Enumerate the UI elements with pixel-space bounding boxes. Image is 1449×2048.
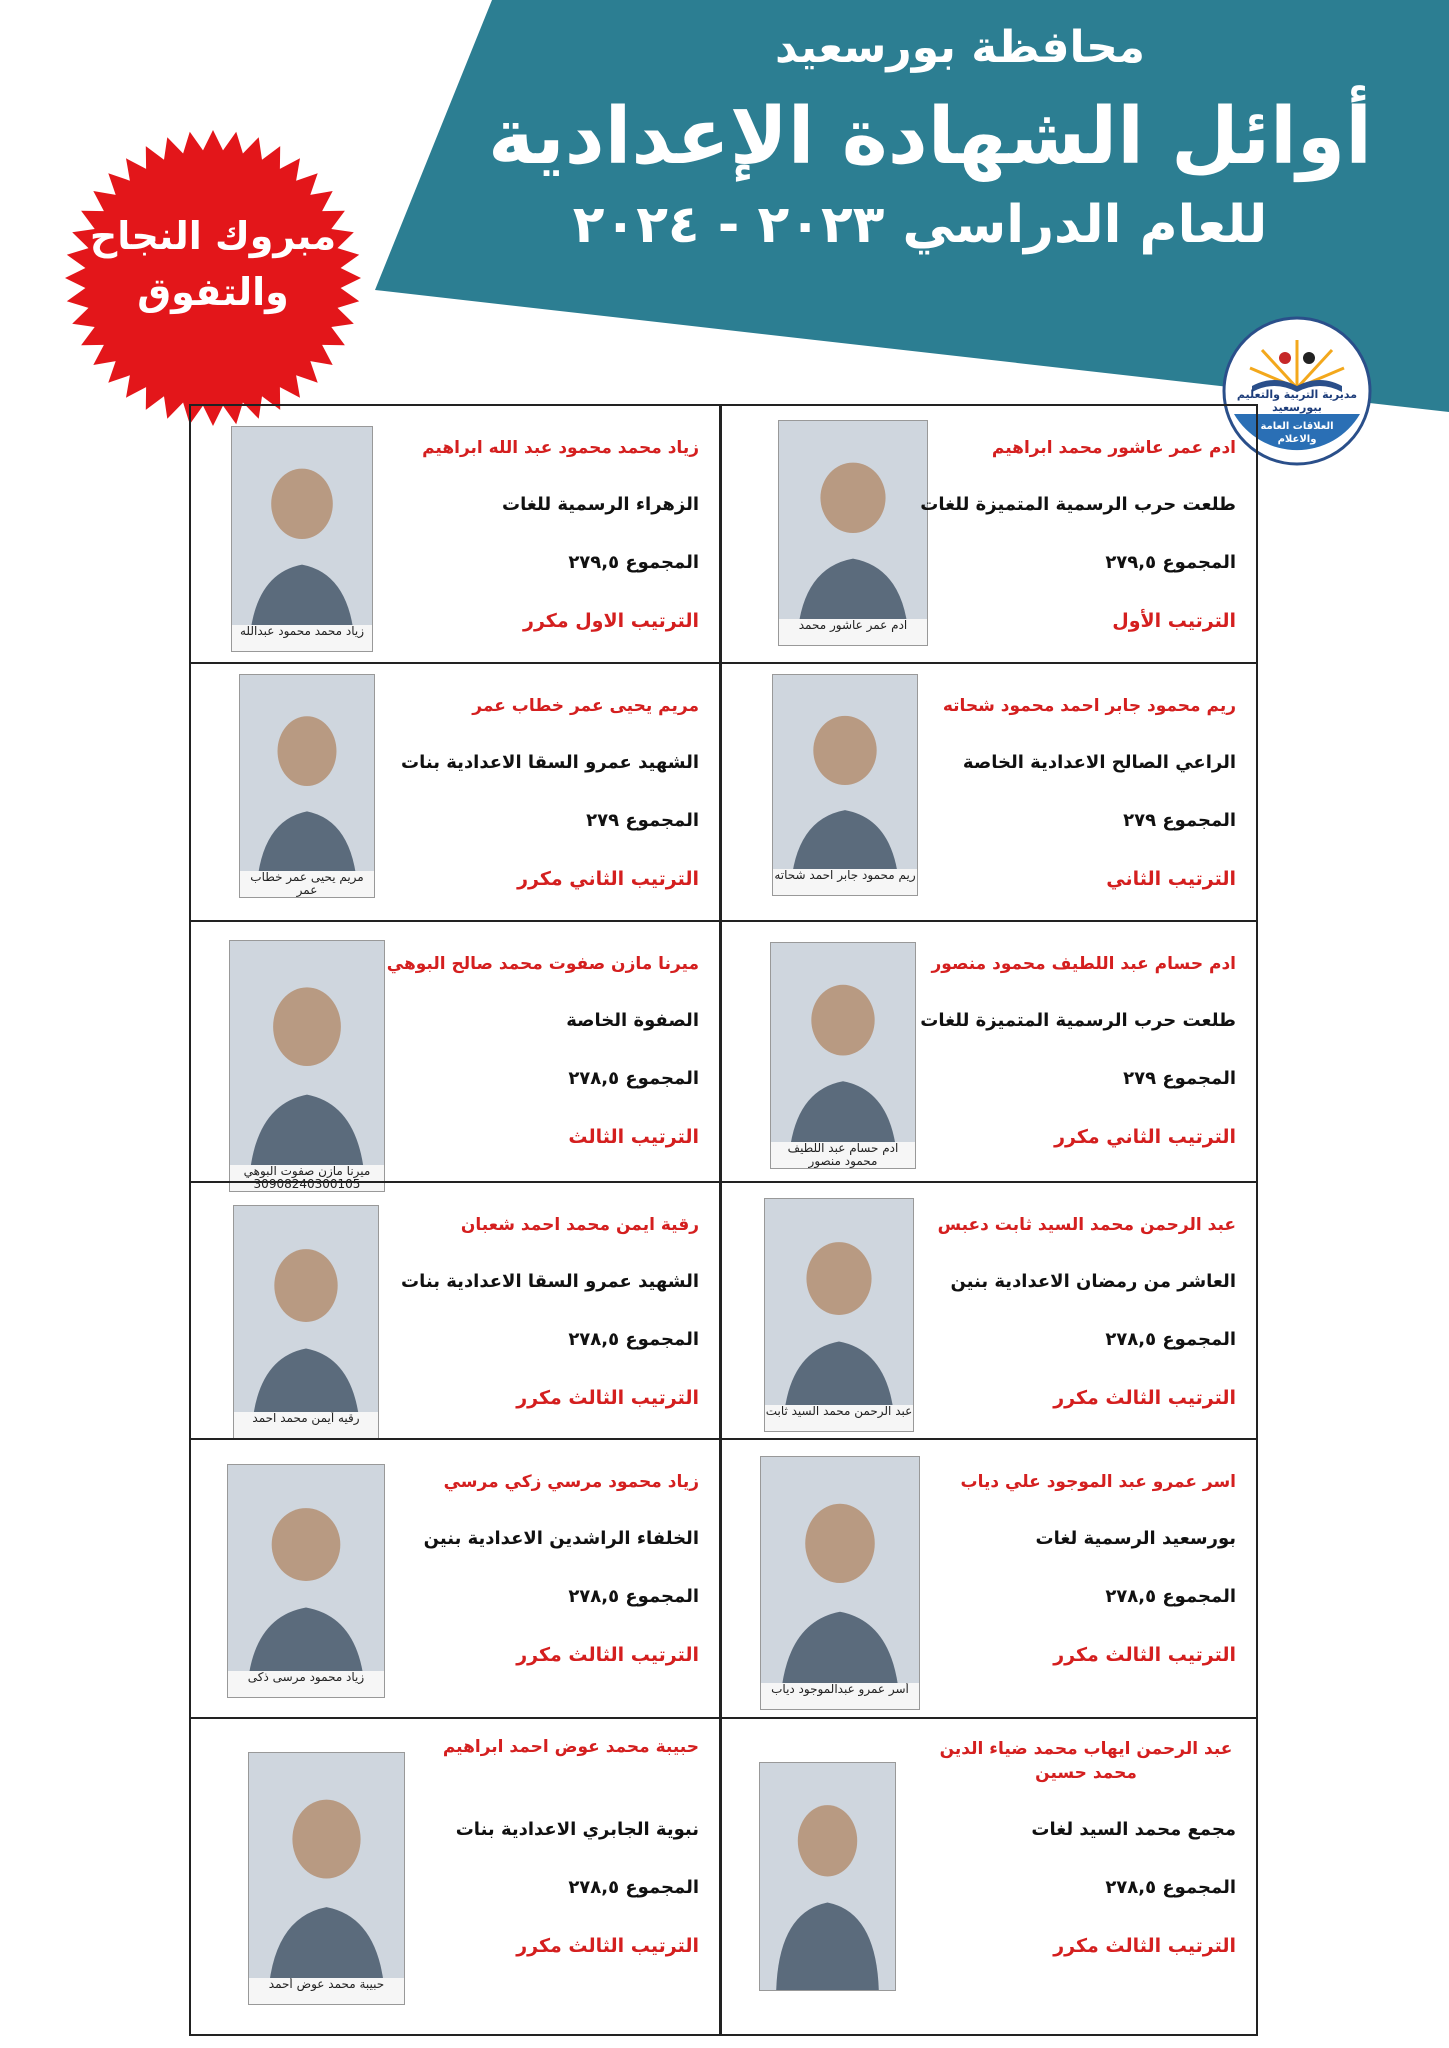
student-school: طلعت حرب الرسمية المتميزة للغات <box>920 494 1236 515</box>
student-photo <box>239 674 375 898</box>
student-school: مجمع محمد السيد لغات <box>1031 1819 1236 1840</box>
student-photo <box>772 674 918 896</box>
student-total: المجموع ٢٧٨,٥ <box>1105 1877 1236 1898</box>
student-name: ميرنا مازن صفوت محمد صالح البوهي <box>386 954 699 974</box>
student-card <box>720 1438 1258 1719</box>
student-name: عبد الرحمن محمد السيد ثابت دعبس <box>937 1215 1236 1235</box>
student-rank: الترتيب الاول مكرر <box>523 610 699 632</box>
congrats-line-2: والتفوق <box>137 270 289 314</box>
student-rank: الترتيب الثالث مكرر <box>516 1935 699 1957</box>
student-name: عبد الرحمن ايهاب محمد ضياء الدين محمد حسين <box>939 1739 1233 1783</box>
congrats-line-1: مبروك النجاح <box>89 214 337 258</box>
student-card <box>720 662 1258 922</box>
student-rank: الترتيب الثاني مكرر <box>517 868 699 890</box>
photo-caption: مريم يحيى عمر خطاب عمر <box>240 871 374 897</box>
student-total: المجموع ٢٧٨,٥ <box>568 1068 699 1089</box>
student-photo <box>778 420 928 646</box>
student-total: المجموع ٢٧٩ <box>1123 810 1236 831</box>
student-name: اسر عمرو عبد الموجود علي دياب <box>960 1472 1236 1492</box>
student-photo <box>760 1456 920 1710</box>
student-photo <box>759 1762 896 1991</box>
student-rank: الترتيب الثالث مكرر <box>1053 1644 1236 1666</box>
student-total: المجموع ٢٧٩ <box>1123 1068 1236 1089</box>
student-total: المجموع ٢٧٨,٥ <box>568 1586 699 1607</box>
student-school: بورسعيد الرسمية لغات <box>1035 1528 1236 1549</box>
student-total: المجموع ٢٧٨,٥ <box>568 1329 699 1350</box>
student-total: المجموع ٢٧٩,٥ <box>568 552 699 573</box>
academic-year: للعام الدراسي ٢٠٢٣ - ٢٠٢٤ <box>572 195 1268 255</box>
photo-caption: أسر عمرو عبدالموجود دياب <box>761 1683 919 1709</box>
student-card <box>720 404 1258 664</box>
student-rank: الترتيب الثاني مكرر <box>1054 1126 1236 1148</box>
photo-caption: رقيه أيمن محمد احمد <box>234 1412 378 1438</box>
photo-caption: عبد الرحمن محمد السيد ثابت <box>765 1405 913 1431</box>
student-photo <box>764 1198 914 1432</box>
student-card <box>189 920 721 1191</box>
student-rank: الترتيب الثالث مكرر <box>516 1387 699 1409</box>
student-name: رقية ايمن محمد احمد شعبان <box>460 1215 699 1235</box>
student-card <box>189 1438 721 1719</box>
student-school: العاشر من رمضان الاعدادية بنين <box>950 1271 1236 1292</box>
students-grid <box>189 404 1258 2034</box>
photo-caption: زياد محمد محمود عبدالله <box>232 625 372 651</box>
photo-caption: حبيبة محمد عوض أحمد <box>249 1978 404 2004</box>
student-photo <box>233 1205 379 1439</box>
student-school: الصفوة الخاصة <box>566 1010 699 1031</box>
student-total: المجموع ٢٧٨,٥ <box>1105 1586 1236 1607</box>
photo-caption: ميرنا مازن صفوت البوهي 30908240300105 <box>230 1165 384 1191</box>
congrats-text <box>63 208 363 320</box>
student-photo <box>227 1464 385 1698</box>
student-total: المجموع ٢٧٩ <box>586 810 699 831</box>
student-school: الزهراء الرسمية للغات <box>502 494 699 515</box>
student-school: طلعت حرب الرسمية المتميزة للغات <box>920 1010 1236 1031</box>
student-school: الشهيد عمرو السقا الاعدادية بنات <box>401 1271 699 1292</box>
student-card <box>720 1717 1258 2036</box>
student-rank: الترتيب الأول <box>1112 610 1236 632</box>
student-name: زياد محمود مرسي زكي مرسي <box>443 1472 699 1492</box>
student-name: زياد محمد محمود عبد الله ابراهيم <box>422 438 699 458</box>
student-total: المجموع ٢٧٩,٥ <box>1105 552 1236 573</box>
student-total: المجموع ٢٧٨,٥ <box>568 1877 699 1898</box>
photo-caption: ادم حسام عبد اللطيف محمود منصور <box>771 1142 915 1168</box>
student-rank: الترتيب الثالث <box>568 1126 699 1148</box>
student-photo <box>231 426 373 652</box>
student-school: نبوية الجابري الاعدادية بنات <box>455 1819 699 1840</box>
student-card <box>189 1717 721 2036</box>
student-name: حبيبة محمد عوض احمد ابراهيم <box>442 1737 699 1757</box>
student-photo <box>229 940 385 1192</box>
governorate-title: محافظة بورسعيد <box>774 22 1146 73</box>
photo-caption: ريم محمود جابر احمد شحاته <box>773 869 917 895</box>
page-title: أوائل الشهادة الإعدادية <box>488 92 1372 182</box>
student-name: ادم عمر عاشور محمد ابراهيم <box>991 438 1236 458</box>
student-card <box>189 1181 721 1440</box>
student-card <box>189 404 721 664</box>
student-name: ريم محمود جابر احمد محمود شحاته <box>942 696 1236 716</box>
logo-name: مديرية التربية والتعليم ببورسعيد <box>1236 388 1358 414</box>
student-rank: الترتيب الثاني <box>1106 868 1236 890</box>
student-total: المجموع ٢٧٨,٥ <box>1105 1329 1236 1350</box>
student-card <box>720 1181 1258 1440</box>
student-photo <box>248 1752 405 2005</box>
student-card <box>189 662 721 922</box>
student-name: ادم حسام عبد اللطيف محمود منصور <box>931 954 1236 974</box>
student-school: الراعي الصالح الاعدادية الخاصة <box>962 752 1236 773</box>
logo-subtitle: العلاقات العامة والاعلام <box>1260 421 1334 445</box>
photo-caption: زياد محمود مرسى ذكى <box>228 1671 384 1697</box>
student-photo <box>770 942 916 1169</box>
student-school: الشهيد عمرو السقا الاعدادية بنات <box>401 752 699 773</box>
photo-caption: ادم عمر عاشور محمد <box>779 619 927 645</box>
student-card <box>720 920 1258 1183</box>
student-school: الخلفاء الراشدين الاعدادية بنين <box>423 1528 699 1549</box>
student-rank: الترتيب الثالث مكرر <box>516 1644 699 1666</box>
student-rank: الترتيب الثالث مكرر <box>1053 1935 1236 1957</box>
student-rank: الترتيب الثالث مكرر <box>1053 1387 1236 1409</box>
student-name: مريم يحيى عمر خطاب عمر <box>472 696 699 716</box>
